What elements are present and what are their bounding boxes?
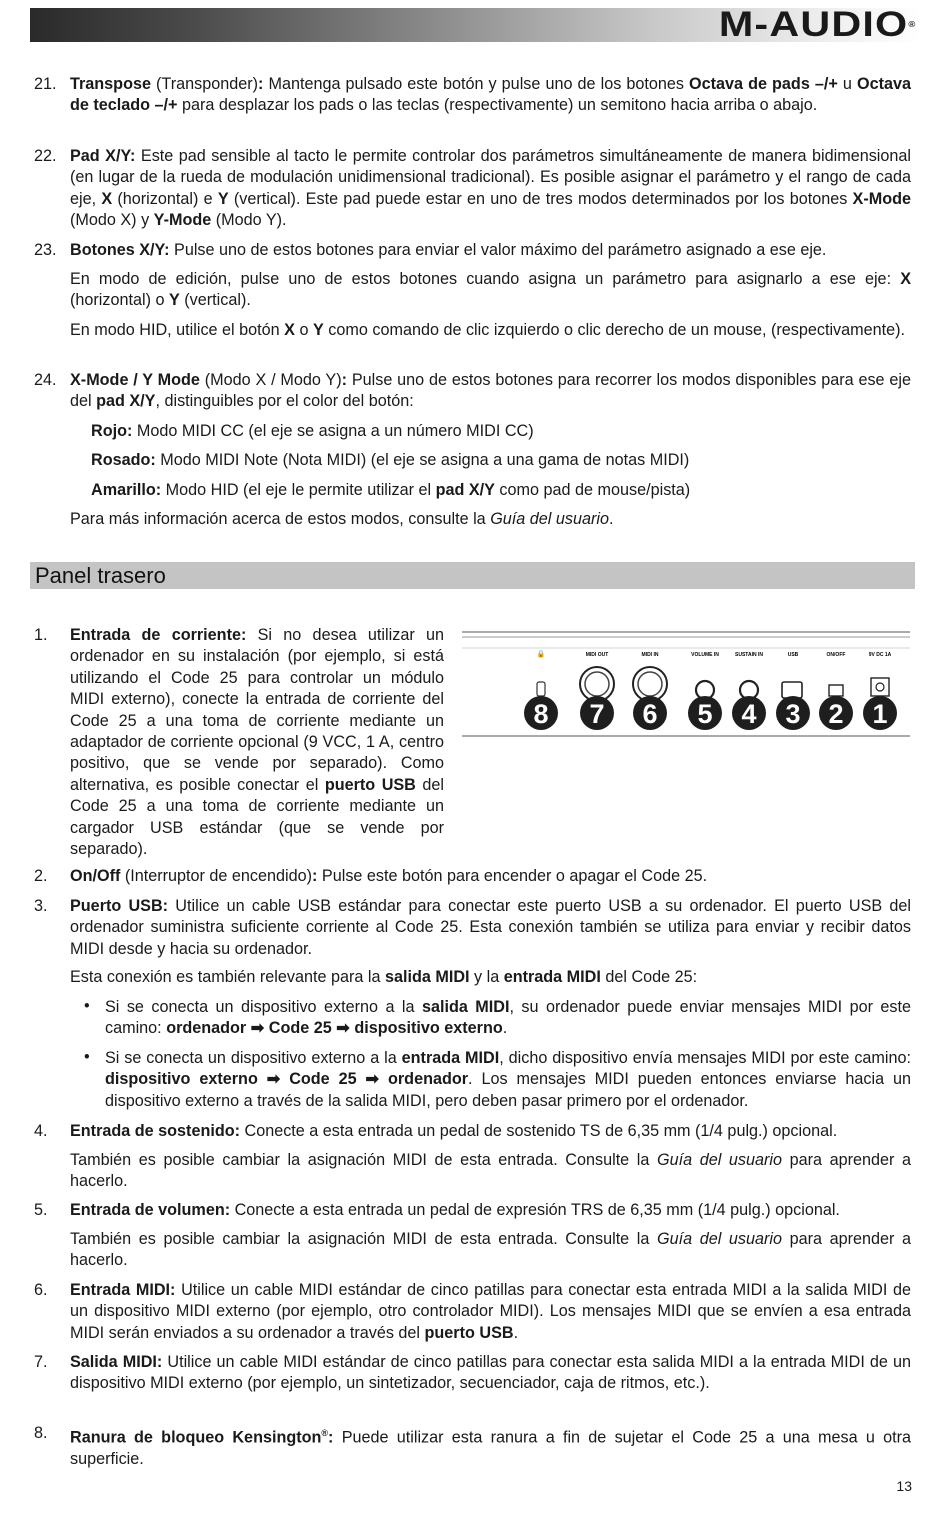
item-5-para-2: También es posible cambiar la asignación MIDI de esta entrada. Consulte la Guía del usuario para aprender a hacerlo. [70, 1230, 911, 1270]
bullet: • [84, 997, 90, 1015]
label-volume: VOLUME IN [691, 652, 719, 658]
svg-text:5: 5 [697, 699, 713, 729]
label-midi-in: MIDI IN [641, 652, 659, 658]
label-onoff: ON/OFF [826, 652, 846, 658]
mode-yellow: Amarillo: Modo HID (el eje le permite utilizar el pad X/Y como pad de mouse/pista) [91, 481, 691, 499]
item-23-para-3: En modo HID, utilice el botón X o Y como comando de clic izquierdo o clic derecho de un mouse, (respectivamente). [70, 321, 906, 339]
label-midi-out: MIDI OUT [585, 652, 609, 658]
lock-icon: 🔒 [536, 651, 546, 658]
svg-text:7: 7 [589, 699, 605, 729]
list-item-2: 2. On/Off (Interruptor de encendido): Pulse este botón para encender o apagar el Code 25. [34, 867, 708, 885]
list-item-7: 7. Salida MIDI: Utilice un cable MIDI estándar de cinco patillas para conectar esta salida MIDI a la entrada MIDI de un dispositivo MIDI externo (por ejemplo, un sintetizador, secuenciador, caja de ritmos, etc.). [34, 1353, 911, 1393]
svg-text:4: 4 [741, 699, 757, 729]
page-number: 13 [896, 1478, 912, 1494]
label-power: 9V DC 1A [868, 652, 892, 658]
item-24-note: Para más información acerca de estos modos, consulte la Guía del usuario. [70, 510, 614, 528]
list-item-4: 4. Entrada de sostenido: Conecte a esta entrada un pedal de sostenido TS de 6,35 mm (1/4 pulg.) opcional. [34, 1122, 838, 1140]
item-4-para-2: También es posible cambiar la asignación MIDI de esta entrada. Consulte la Guía del usuario para aprender a hacerlo. [70, 1151, 911, 1191]
item-3-bullet-1: Si se conecta un dispositivo externo a la salida MIDI, su ordenador puede enviar mensajes MIDI por este camino: ordenador ➡ Code 25 ➡ dispositivo externo. [105, 998, 912, 1038]
list-item-3: 3. Puerto USB: Utilice un cable USB estándar para conectar este puerto USB a su ordenador. El puerto USB del ordenador suministra suficiente corriente al Code 25. Esta conexión también se utiliza para enviar y recibir datos MIDI desde y hacia su ordenador. [34, 897, 911, 958]
list-item-8: 8. Ranura de bloqueo Kensington®: Puede utilizar esta ranura a fin de sujetar el Code 25 a una mesa u otra superficie. [34, 1424, 911, 1468]
list-item-24: 24. X-Mode / Y Mode (Modo X / Modo Y): Pulse uno de estos botones para recorrer los modos disponibles para ese eje del pad X/Y, distinguibles por el color del botón: [34, 371, 911, 411]
svg-text:1: 1 [872, 699, 888, 729]
list-item-23: 23. Botones X/Y: Pulse uno de estos botones para enviar el valor máximo del parámetro asignado a ese eje. [34, 241, 827, 259]
bullet: • [84, 1048, 90, 1066]
label-usb: USB [787, 652, 799, 658]
label-sustain: SUSTAIN IN [735, 652, 763, 658]
list-item-22: 22. Pad X/Y: Este pad sensible al tacto le permite controlar dos parámetros simultáneamente de manera bidimensional (en lugar de la rueda de modulación unidimensional tradicional). Es posible asignar el parámetro y el rango de cada eje, X (horizontal) e Y (vertical). Este pad puede estar en uno de tres modos determinados por los botones X-Mode (Modo X) y Y-Mode (Modo Y). [34, 147, 911, 230]
svg-text:8: 8 [533, 699, 549, 729]
list-item-6: 6. Entrada MIDI: Utilice un cable MIDI estándar de cinco patillas para conectar esta entrada MIDI a la salida MIDI de un dispositivo MIDI externo (por ejemplo, otro controlador MIDI). Los mensajes MIDI que se envíen a esa entrada MIDI serán enviados a su ordenador a través del puerto USB. [34, 1281, 911, 1342]
svg-text:3: 3 [785, 699, 801, 729]
list-item-1: 1. Entrada de corriente: Si no desea utilizar un ordenador en su instalación (por ejemplo, si está utilizando el Code 25 para controlar un módulo MIDI externo), conecte la entrada de corriente del Code 25 a una toma de corriente mediante un adaptador de corriente opcional (9 VCC, 1 A, centro positivo, que se vende por separado). Como alternativa, es posible conectar el puerto USB del Code 25 a una toma de corriente mediante un cargador USB estándar (que se vende por separado). [34, 626, 444, 859]
svg-text:2: 2 [828, 699, 844, 729]
list-item-21: 21. Transpose (Transponder): Mantenga pulsado este botón y pulse uno de los botones Octava de pads –/+ u Octava de teclado –/+ para desplazar los pads o las teclas (respectivamente) un semitono hacia arriba o abajo. [34, 75, 911, 115]
item-23-para-2: En modo de edición, pulse uno de estos botones cuando asigna un parámetro para asignarlo a ese eje: X (horizontal) o Y (vertical). [70, 270, 911, 310]
brand-logo: M-AUDIO® [718, 5, 916, 44]
item-3-para-2: Esta conexión es también relevante para la salida MIDI y la entrada MIDI del Code 25: [70, 968, 698, 986]
mode-pink: Rosado: Modo MIDI Note (Nota MIDI) (el eje se asigna a una gama de notas MIDI) [91, 451, 690, 469]
item-3-bullet-2: Si se conecta un dispositivo externo a la entrada MIDI, dicho dispositivo envía mensajes MIDI por este camino: dispositivo externo ➡ Code 25 ➡ ordenador. Los mensajes MIDI pueden entonces enviarse hacia un dispositivo externo a través de la salida MIDI, pero deben pasar primero por el ordenador. [105, 1049, 911, 1110]
list-item-5: 5. Entrada de volumen: Conecte a esta entrada un pedal de expresión TRS de 6,35 mm (1/4 pulg.) opcional. [34, 1201, 840, 1219]
svg-text:6: 6 [642, 699, 658, 729]
mode-red: Rojo: Modo MIDI CC (el eje se asigna a un número MIDI CC) [91, 422, 534, 440]
rear-panel-diagram [460, 630, 912, 738]
section-title: Panel trasero [35, 563, 166, 588]
